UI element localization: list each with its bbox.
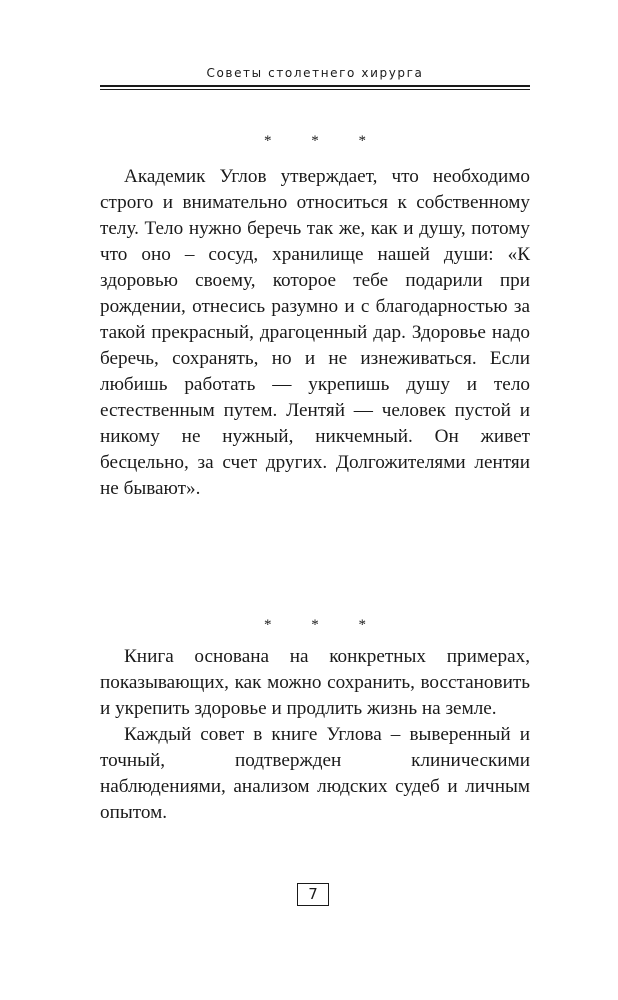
header-rule-thick bbox=[100, 85, 530, 87]
paragraph: Академик Углов утверждает, что необходимо строго и внимательно относиться к собственному телу. Тело нужно беречь так же, как и душу, потому что оно – сосуд, хранилище нашей души: «К здоровью своему, которое тебе подарили при рождении, отнесись разумно и с благодарностью за такой прекрасный, драгоценный дар. Здоровье надо беречь, сохранять, но и не изнеживаться. Если любишь работать — укрепишь душу и тело естественным путем. Лентяй — человек пустой и никому не нужный, никчемный. Он живет бесцельно, за счет других. Долгожителями лентяи не бывают». bbox=[100, 166, 530, 499]
section-2-text bbox=[100, 644, 530, 826]
section-separator-2: * * * bbox=[264, 617, 384, 633]
section-separator-1: * * * bbox=[264, 133, 384, 149]
page-number: 7 bbox=[297, 883, 329, 906]
header-rule-thin bbox=[100, 89, 530, 90]
section-1-text bbox=[100, 164, 530, 502]
running-head: Советы столетнего хирурга bbox=[206, 66, 424, 80]
paragraph: Каждый совет в книге Углова – выверенный и точный, подтвержден клиническими наблюдениями, анализом людских судеб и личным опытом. bbox=[100, 724, 530, 823]
paragraph: Книга основана на конкретных примерах, показывающих, как можно сохранить, восстановить и укрепить здоровье и продлить жизнь на земле. bbox=[100, 646, 530, 719]
